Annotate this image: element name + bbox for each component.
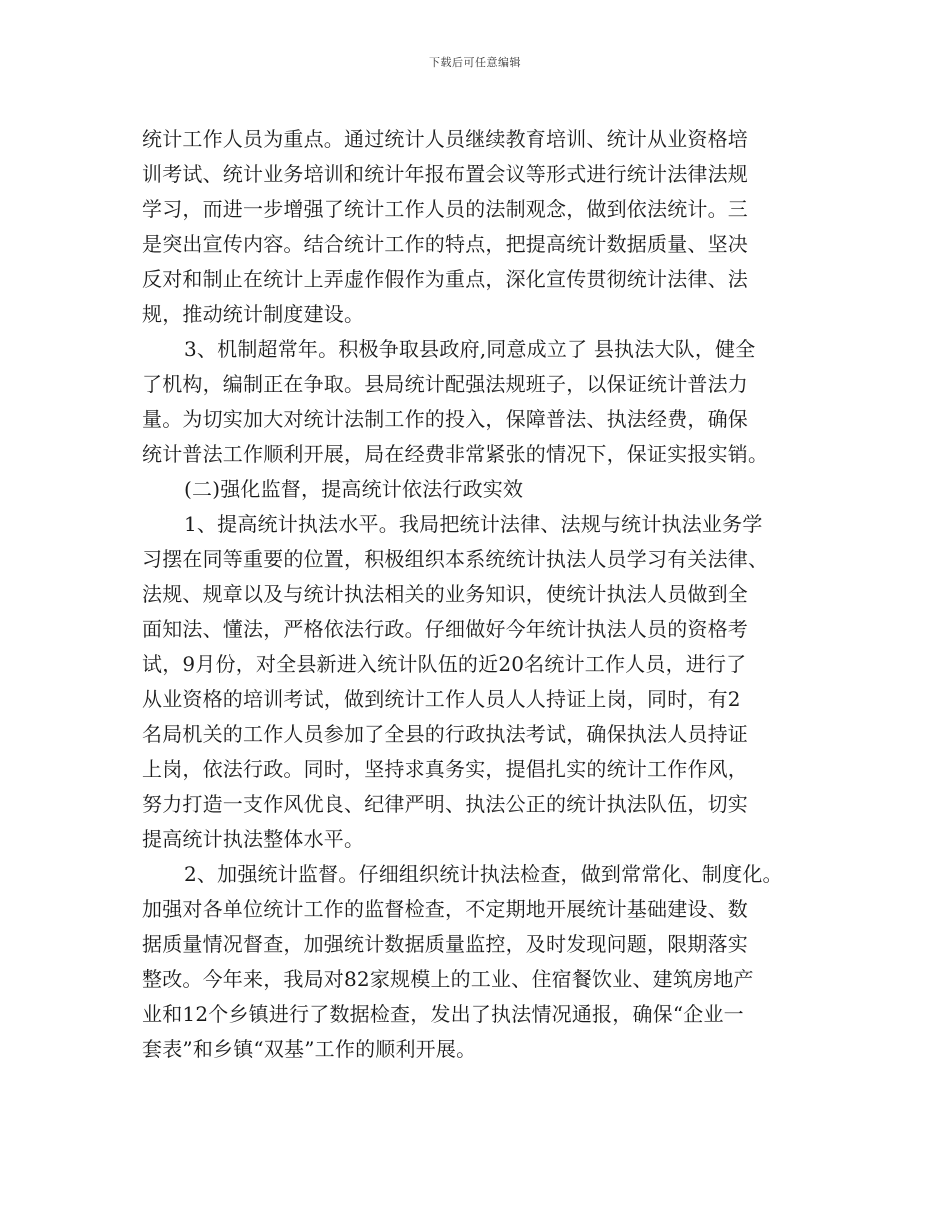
text-line: 统计工作人员为重点。通过统计人员继续教育培训、统计从业资格培 (142, 127, 748, 151)
paragraph (142, 332, 832, 472)
paragraph (142, 857, 832, 1067)
text-line: 是突出宣传内容。结合统计工作的特点，把提高统计数据质量、坚决 (142, 232, 748, 256)
text-line: (二)强化监督，提高统计依法行政实效 (184, 477, 524, 501)
page-header: 下载后可任意编辑 (429, 56, 521, 69)
text-line: 2、加强统计监督。仔细组织统计执法检查，做到常常化、制度化。 (184, 862, 783, 886)
text-line: 加强对各单位统计工作的监督检查，不定期地开展统计基础建设、数 (142, 897, 748, 921)
text-line: 了机构，编制正在争取。县局统计配强法规班子，以保证统计普法力 (142, 372, 748, 396)
text-line: 学习，而进一步增强了统计工作人员的法制观念，做到依法统计。三 (142, 197, 748, 221)
text-line: 反对和制止在统计上弄虚作假作为重点，深化宣传贯彻统计法律、法 (142, 267, 748, 291)
text-line: 名局机关的工作人员参加了全县的行政执法考试，确保执法人员持证 (142, 722, 748, 746)
text-line: 试，9月份，对全县新进入统计队伍的近20名统计工作人员，进行了 (142, 652, 747, 676)
text-line: 整改。今年来，我局对82家规模上的工业、住宿餐饮业、建筑房地产 (142, 967, 754, 991)
text-line: 1、提高统计执法水平。我局把统计法律、法规与统计执法业务学 (184, 512, 763, 536)
text-line: 努力打造一支作风优良、纪律严明、执法公正的统计执法队伍，切实 (142, 792, 748, 816)
text-line: 训考试、统计业务培训和统计年报布置会议等形式进行统计法律法规 (142, 162, 748, 186)
text-line: 规，推动统计制度建设。 (142, 302, 365, 326)
text-line: 面知法、懂法，严格依法行政。仔细做好今年统计执法人员的资格考 (142, 617, 748, 641)
document-body (142, 122, 832, 1067)
paragraph (142, 472, 832, 507)
text-line: 3、机制超常年。积极争取县政府,同意成立了 县执法大队，健全 (184, 337, 756, 361)
text-line: 量。为切实加大对统计法制工作的投入，保障普法、执法经费，确保 (142, 407, 748, 431)
text-line: 据质量情况督查，加强统计数据质量监控，及时发现问题，限期落实 (142, 932, 748, 956)
text-line: 提高统计执法整体水平。 (142, 827, 365, 851)
text-line: 习摆在同等重要的位置，积极组织本系统统计执法人员学习有关法律、 (142, 547, 769, 571)
text-line: 业和12个乡镇进行了数据检查，发出了执法情况通报，确保“企业一 (142, 1002, 744, 1026)
paragraph (142, 122, 832, 332)
text-line: 上岗，依法行政。同时，坚持求真务实，提倡扎实的统计工作作风， (142, 757, 748, 781)
text-line: 统计普法工作顺利开展，局在经费非常紧张的情况下，保证实报实销。 (142, 442, 769, 466)
text-line: 从业资格的培训考试，做到统计工作人员人人持证上岗，同时，有2 (142, 687, 741, 711)
text-line: 法规、规章以及与统计执法相关的业务知识，使统计执法人员做到全 (142, 582, 748, 606)
paragraph (142, 507, 832, 857)
text-line: 套表”和乡镇“双基”工作的顺利开展。 (142, 1037, 477, 1061)
